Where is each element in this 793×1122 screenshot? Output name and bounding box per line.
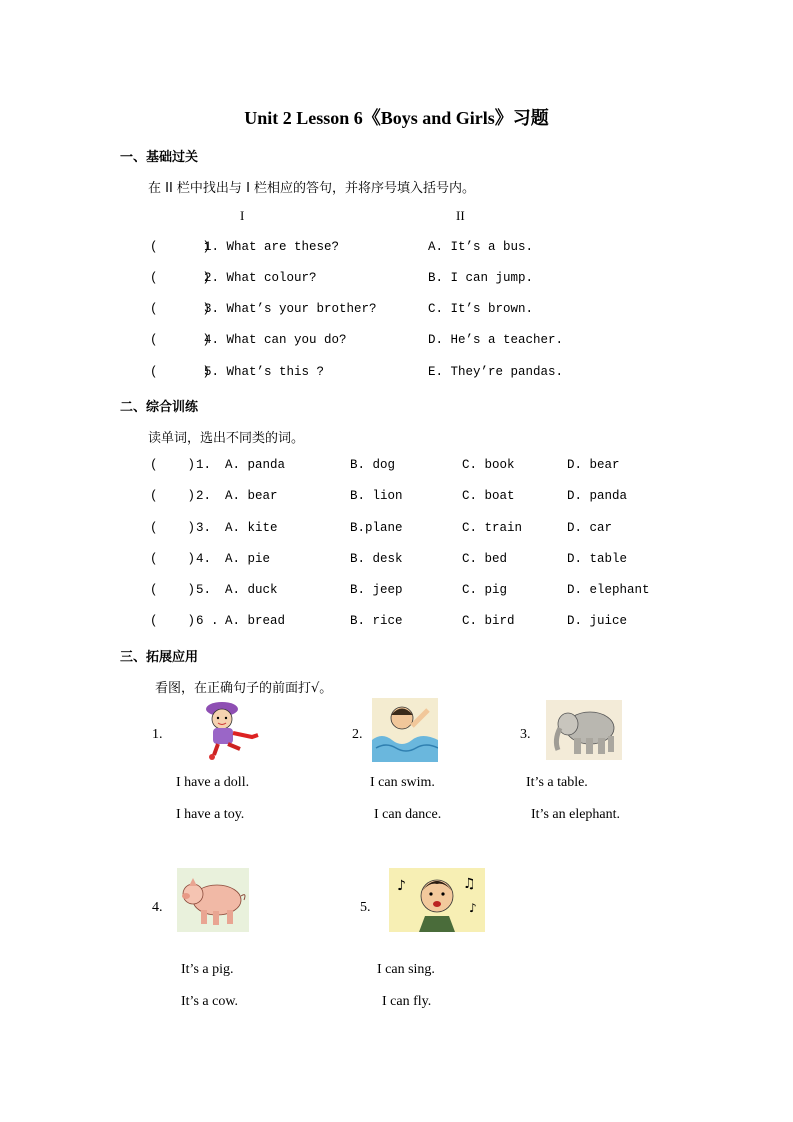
sentence-option[interactable]: I have a toy. bbox=[176, 807, 245, 822]
answer-blank[interactable]: ( ) bbox=[150, 302, 211, 316]
answer-blank[interactable]: ( ) bbox=[150, 489, 196, 503]
question-text: 1. What are these? bbox=[204, 240, 340, 254]
answer-blank[interactable]: ( ) bbox=[150, 365, 211, 379]
answer-blank[interactable]: ( ) bbox=[150, 458, 196, 472]
svg-text:♫: ♫ bbox=[463, 876, 476, 892]
option-d: D. table bbox=[567, 552, 628, 566]
option-b: B. desk bbox=[350, 552, 403, 566]
doll-girl-picture bbox=[200, 697, 266, 766]
option-b: B. lion bbox=[350, 489, 403, 503]
option-d: D. bear bbox=[567, 458, 620, 472]
item-number: 3. bbox=[196, 521, 212, 535]
option-b: B. jeep bbox=[350, 583, 403, 597]
question-text: 4. What can you do? bbox=[204, 333, 347, 347]
item-number: 1. bbox=[152, 727, 163, 742]
sentence-option[interactable]: I can dance. bbox=[374, 807, 442, 822]
answer-option: E. They’re pandas. bbox=[428, 365, 564, 379]
answer-blank[interactable]: ( ) bbox=[150, 614, 196, 628]
option-c: C. pig bbox=[462, 583, 508, 597]
item-number: 6 . bbox=[196, 614, 219, 628]
section3-instruction: 看图，在正确句子的前面打√。 bbox=[155, 681, 333, 696]
item-number: 1. bbox=[196, 458, 212, 472]
item-number: 5. bbox=[196, 583, 212, 597]
option-a: A. bread bbox=[225, 614, 286, 628]
option-b: B.plane bbox=[350, 521, 403, 535]
question-text: 3. What’s your brother? bbox=[204, 302, 377, 316]
option-c: C. bird bbox=[462, 614, 515, 628]
elephant-picture bbox=[546, 700, 622, 765]
option-d: D. car bbox=[567, 521, 613, 535]
sentence-option[interactable]: I have a doll. bbox=[176, 775, 250, 790]
option-c: C. train bbox=[462, 521, 523, 535]
page-title: Unit 2 Lesson 6《Boys and Girls》习题 bbox=[244, 108, 549, 128]
question-text: 5. What’s this ? bbox=[204, 365, 325, 379]
question-text: 2. What colour? bbox=[204, 271, 317, 285]
option-b: B. rice bbox=[350, 614, 403, 628]
answer-blank[interactable]: ( ) bbox=[150, 521, 196, 535]
item-number: 2. bbox=[352, 727, 363, 742]
answer-blank[interactable]: ( ) bbox=[150, 271, 211, 285]
option-a: A. panda bbox=[225, 458, 286, 472]
option-a: A. pie bbox=[225, 552, 271, 566]
singing-boy-picture bbox=[389, 868, 485, 937]
sentence-option[interactable]: It’s a pig. bbox=[181, 962, 234, 977]
option-a: A. bear bbox=[225, 489, 278, 503]
section2-instruction: 读单词，选出不同类的词。 bbox=[148, 431, 305, 446]
answer-option: D. He’s a teacher. bbox=[428, 333, 564, 347]
option-c: C. bed bbox=[462, 552, 508, 566]
sentence-option[interactable]: It’s a cow. bbox=[181, 994, 239, 1009]
item-number: 5. bbox=[360, 900, 371, 915]
option-d: D. panda bbox=[567, 489, 628, 503]
option-d: D. juice bbox=[567, 614, 628, 628]
section1-heading: 一、基础过关 bbox=[120, 150, 199, 165]
answer-blank[interactable]: ( ) bbox=[150, 333, 211, 347]
section2-heading: 二、综合训练 bbox=[120, 400, 199, 415]
answer-blank[interactable]: ( ) bbox=[150, 583, 196, 597]
col2-header: II bbox=[456, 208, 465, 223]
option-c: C. boat bbox=[462, 489, 515, 503]
answer-option: B. I can jump. bbox=[428, 271, 534, 285]
option-a: A. duck bbox=[225, 583, 278, 597]
svg-text:♪: ♪ bbox=[469, 901, 477, 915]
section3-heading: 三、拓展应用 bbox=[120, 650, 199, 665]
item-number: 3. bbox=[520, 727, 531, 742]
sentence-option[interactable]: I can swim. bbox=[370, 775, 435, 790]
svg-text:♪: ♪ bbox=[397, 878, 406, 894]
item-number: 4. bbox=[196, 552, 212, 566]
sentence-option[interactable]: I can sing. bbox=[377, 962, 435, 977]
answer-option: A. It’s a bus. bbox=[428, 240, 534, 254]
col1-header: I bbox=[240, 208, 245, 223]
sentence-option[interactable]: It’s a table. bbox=[526, 775, 588, 790]
option-d: D. elephant bbox=[567, 583, 650, 597]
sentence-option[interactable]: I can fly. bbox=[382, 994, 432, 1009]
answer-blank[interactable]: ( ) bbox=[150, 240, 211, 254]
answer-option: C. It’s brown. bbox=[428, 302, 534, 316]
section1-instruction: 在 II 栏中找出与 I 栏相应的答句，并将序号填入括号内。 bbox=[148, 181, 476, 196]
item-number: 2. bbox=[196, 489, 212, 503]
item-number: 4. bbox=[152, 900, 163, 915]
pig-picture bbox=[177, 868, 249, 937]
answer-blank[interactable]: ( ) bbox=[150, 552, 196, 566]
option-b: B. dog bbox=[350, 458, 396, 472]
option-a: A. kite bbox=[225, 521, 278, 535]
sentence-option[interactable]: It’s an elephant. bbox=[531, 807, 621, 822]
option-c: C. book bbox=[462, 458, 515, 472]
swimming-boy-picture bbox=[372, 698, 438, 767]
